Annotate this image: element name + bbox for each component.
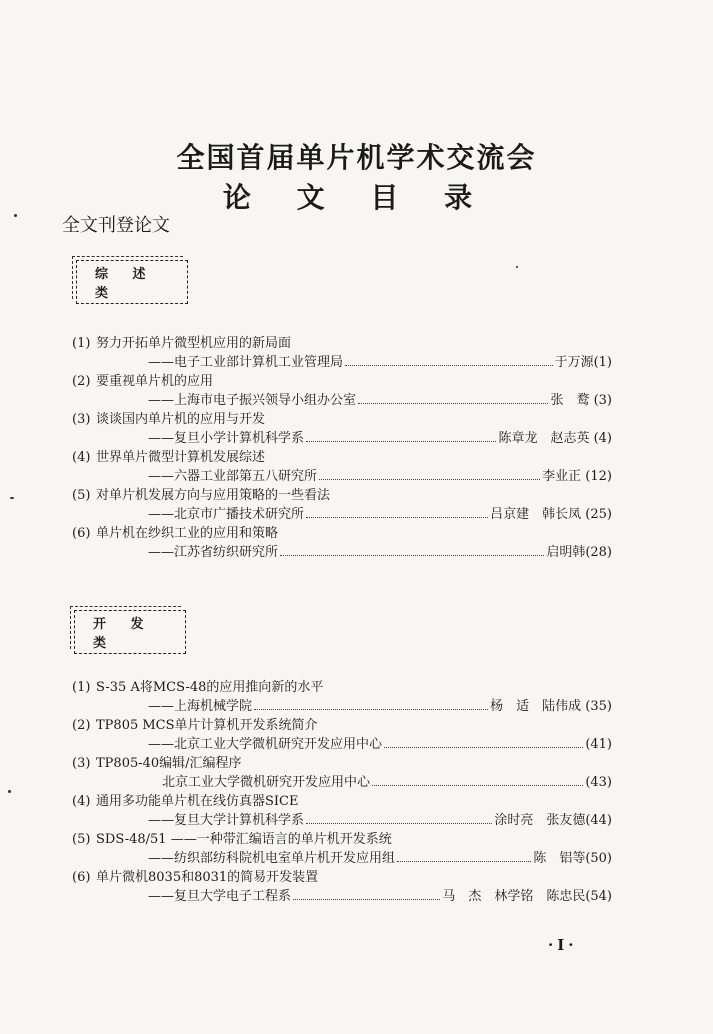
leader-dots: [254, 699, 488, 710]
leader-dots: [358, 393, 548, 404]
scan-speck: [8, 790, 11, 793]
entry-source: 北京工业大学微机研究开发应用中心: [174, 737, 383, 752]
list-item[interactable]: [72, 752, 612, 790]
entry-number: (5): [72, 488, 91, 503]
list-item[interactable]: [72, 714, 612, 752]
entry-authors: 张 鹜 (3): [550, 393, 612, 408]
entry-source: 复旦大学计算机科学系: [174, 813, 305, 828]
entry-number: (1): [72, 336, 91, 351]
entry-source: 复旦大学电子工程系: [174, 889, 292, 904]
entry-number: (2): [72, 374, 91, 389]
list-item[interactable]: [72, 408, 612, 446]
entry-title: 谈谈国内单片机的应用与开发: [96, 412, 266, 427]
list-item[interactable]: [72, 866, 612, 904]
entry-number: (4): [72, 450, 91, 465]
entry-source: 纺织部纺科院机电室单片机开发应用组: [174, 851, 396, 866]
entry-title: SDS-48/51 ——一种带汇编语言的单片机开发系统: [96, 832, 392, 847]
list-item[interactable]: [72, 370, 612, 408]
entry-dash: ——: [148, 431, 174, 446]
entry-title: 对单片机发展方向与应用策略的一些看法: [96, 488, 331, 503]
entry-source: 江苏省纺织研究所: [174, 545, 279, 560]
development-entry-list: [72, 676, 612, 904]
section-badge-review: 综 述 类: [76, 260, 188, 304]
scan-speck: [10, 497, 14, 499]
list-item[interactable]: [72, 790, 612, 828]
entry-dash: ——: [148, 469, 174, 484]
entry-title: 单片微机8035和8031的简易开发装置: [96, 870, 319, 885]
page-title: 全国首届单片机学术交流会: [176, 141, 537, 174]
entry-dash: ——: [148, 507, 174, 522]
entry-dash: ——: [148, 889, 174, 904]
entry-source: 北京工业大学微机研究开发应用中心: [162, 775, 371, 790]
leader-dots: [345, 355, 553, 366]
entry-authors: (43): [585, 775, 612, 790]
entry-authors: 杨 适 陆伟成 (35): [490, 699, 612, 714]
entry-authors: (41): [585, 737, 612, 752]
entry-number: (3): [72, 412, 91, 427]
list-item[interactable]: [72, 446, 612, 484]
section-badge-development: 开 发 类: [74, 610, 186, 654]
entry-dash: ——: [148, 393, 174, 408]
entry-source: 上海机械学院: [174, 699, 253, 714]
scan-speck: [516, 266, 518, 268]
page-subtitle-heading: 论 文 目 录: [222, 181, 491, 214]
entry-title: 单片机在纱织工业的应用和策略: [96, 526, 279, 541]
list-item[interactable]: [72, 522, 612, 560]
list-item[interactable]: [72, 676, 612, 714]
entry-source: 上海市电子振兴领导小组办公室: [174, 393, 357, 408]
entry-number: (5): [72, 832, 91, 847]
entry-authors: 陈 铝等(50): [533, 851, 612, 866]
section-caption: 全文刊登论文: [62, 215, 170, 236]
entry-source: 六器工业部第五八研究所: [174, 469, 318, 484]
entry-number: (6): [72, 870, 91, 885]
entry-number: (6): [72, 526, 91, 541]
entry-dash: ——: [148, 355, 174, 370]
leader-dots: [306, 813, 492, 824]
entry-number: (3): [72, 756, 91, 771]
page-number: ·I·: [548, 936, 578, 954]
leader-dots: [319, 469, 540, 480]
entry-title: TP805-40编辑/汇编程序: [96, 756, 242, 771]
entry-source: 复旦小学计算机科学系: [174, 431, 305, 446]
entry-title: 世界单片微型计算机发展综述: [96, 450, 266, 465]
entry-source: 电子工业部计算机工业管理局: [174, 355, 344, 370]
entry-number: (1): [72, 680, 91, 695]
leader-dots: [372, 775, 583, 786]
entry-title: 要重视单片机的应用: [96, 374, 214, 389]
entry-dash: ——: [148, 545, 174, 560]
entry-authors: 于万源(1): [554, 355, 612, 370]
entry-dash: ——: [148, 699, 174, 714]
entry-number: (2): [72, 718, 91, 733]
entry-dash: ——: [148, 851, 174, 866]
leader-dots: [293, 889, 440, 900]
scan-speck: [14, 214, 17, 217]
entry-authors: 陈章龙 赵志英 (4): [498, 431, 612, 446]
list-item[interactable]: [72, 828, 612, 866]
entry-number: (4): [72, 794, 91, 809]
entry-authors: 启明韩(28): [546, 545, 612, 560]
leader-dots: [280, 545, 544, 556]
entry-authors: 吕京建 韩长凤 (25): [490, 507, 612, 522]
entry-title: 努力开拓单片微型机应用的新局面: [96, 336, 292, 351]
entry-title: 通用多功能单片机在线仿真器SICE: [96, 794, 299, 809]
leader-dots: [306, 507, 488, 518]
entry-dash: ——: [148, 813, 174, 828]
entry-title: S-35 A将MCS-48的应用推向新的水平: [96, 680, 324, 695]
entry-title: TP805 MCS单片计算机开发系统简介: [96, 718, 318, 733]
list-item[interactable]: [72, 484, 612, 522]
entry-authors: 马 杰 林学铭 陈忠民(54): [442, 889, 612, 904]
list-item[interactable]: [72, 332, 612, 370]
leader-dots: [384, 737, 583, 748]
review-entry-list: [72, 332, 612, 560]
entry-authors: 李业正 (12): [542, 469, 612, 484]
leader-dots: [306, 431, 496, 442]
entry-authors: 涂时亮 张友德(44): [494, 813, 612, 828]
entry-dash: ——: [148, 737, 174, 752]
leader-dots: [397, 851, 531, 862]
entry-source: 北京市广播技术研究所: [174, 507, 305, 522]
